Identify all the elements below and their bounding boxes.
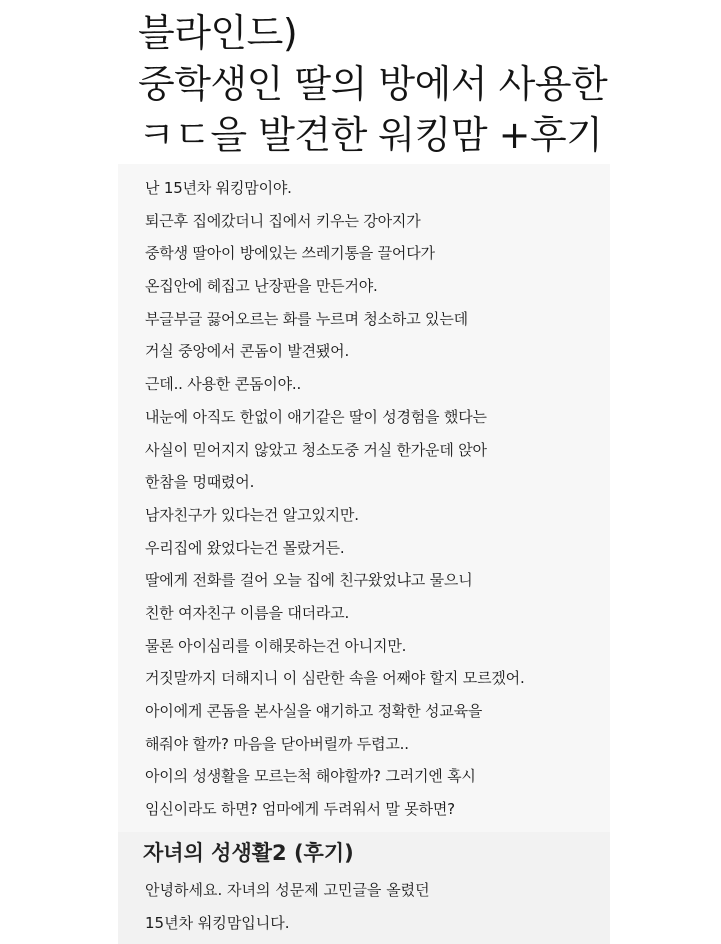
post-body-line: 부글부글 끓어오르는 화를 누르며 청소하고 있는데 (145, 309, 468, 328)
headline-line: 중학생인 딸의 방에서 사용한 (138, 62, 608, 106)
post-body-line: 중학생 딸아이 방에있는 쓰레기통을 끌어다가 (145, 244, 435, 263)
post-body-line: 물론 아이심리를 이해못하는건 아니지만. (145, 636, 407, 655)
post-body-line: 내눈에 아직도 한없이 애기같은 딸이 성경험을 했다는 (145, 407, 487, 426)
post-body-line: 난 15년차 워킹맘이야. (145, 179, 292, 197)
post-body-line: 거실 중앙에서 콘돔이 발견됐어. (145, 342, 350, 361)
followup-title: 자녀의 성생활2 (후기) (143, 841, 354, 865)
post-body-line: 아이의 성생활을 모르는척 해야할까? 그러기엔 혹시 (145, 767, 476, 786)
post-body-line: 사실이 믿어지지 않았고 청소도중 거실 한가운데 앉아 (145, 440, 487, 459)
followup-body-line: 15년차 워킹맘입니다. (145, 914, 290, 932)
post-body-line: 한참을 멍때렸어. (145, 473, 255, 492)
post-body (145, 172, 615, 826)
post-body-line: 거짓말까지 더해지니 이 심란한 속을 어째야 할지 모르겠어. (145, 669, 525, 688)
post-body-line: 아이에게 콘돔을 본사실을 얘기하고 정확한 성교육을 (145, 702, 483, 720)
headline-line: ㅋㄷ을 발견한 워킹맘 +후기 (138, 113, 603, 157)
post-body-line: 퇴근후 집에갔더니 집에서 키우는 강아지가 (145, 211, 421, 230)
post-body-line: 남자친구가 있다는건 알고있지만. (145, 505, 359, 524)
post-headline (138, 8, 698, 161)
followup-body-line: 안녕하세요. 자녀의 성문제 고민글을 올렸던 (145, 881, 430, 899)
post-body-line: 해줘야 할까? 마음을 닫아버릴까 두렵고.. (145, 734, 409, 753)
post-body-line: 온집안에 헤집고 난장판을 만든거야. (145, 277, 378, 296)
post-body-line: 근데.. 사용한 콘돔이야.. (145, 375, 302, 394)
post-body-line: 친한 여자친구 이름을 대더라고. (145, 603, 350, 622)
headline-line: 블라인드) (138, 11, 298, 55)
post-body-line: 딸에게 전화를 걸어 오늘 집에 친구왔었냐고 물으니 (145, 571, 473, 590)
post-body-line: 우리집에 왔었다는건 몰랐거든. (145, 538, 345, 557)
post-body-line: 임신이라도 하면? 엄마에게 두려워서 말 못하면? (145, 800, 455, 819)
followup-body (145, 874, 430, 940)
